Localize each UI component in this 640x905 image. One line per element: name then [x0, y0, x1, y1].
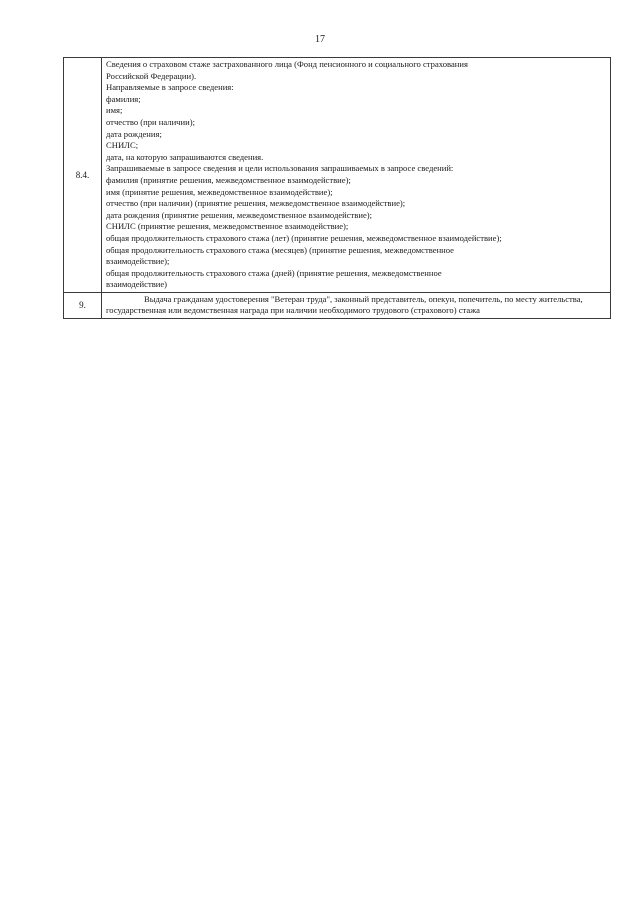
content-line: взаимодействие); [106, 256, 170, 267]
row-content [102, 292, 611, 318]
content-line: Запрашиваемые в запросе сведения и цели использования запрашиваемых в запросе сведений: [106, 163, 454, 174]
content-line: общая продолжительность страхового стажа (дней) (принятие решения, межведомственное [106, 267, 442, 278]
services-table [63, 57, 611, 319]
content-line: СНИЛС; [106, 140, 139, 151]
content-line: фамилия; [106, 93, 141, 104]
content-line: общая продолжительность страхового стажа (месяцев) (принятие решения, межведомственное [106, 244, 454, 255]
content-line: Направляемые в запросе сведения: [106, 82, 234, 93]
content-line: взаимодействие) [106, 279, 168, 290]
content-line: Сведения о страховом стаже застрахованного лица (Фонд пенсионного и социального страхования [106, 59, 468, 69]
content-line: СНИЛС (принятие решения, межведомственное взаимодействие); [106, 221, 349, 232]
row-number: 9. [64, 292, 102, 318]
row-number: 8.4. [64, 58, 102, 293]
content-line: Российской Федерации). [106, 70, 197, 81]
content-line: дата рождения (принятие решения, межведомственное взаимодействие); [106, 209, 373, 220]
page-number: 17 [315, 34, 325, 45]
content-line: дата, на которую запрашиваются сведения. [106, 151, 264, 162]
content-paragraph: Выдача гражданам удостоверения "Ветеран труда", законный представитель, опекун, попечитель, по месту жительства, государственная или ведомственная награда при наличии необходимого трудового (страхового) стажа [106, 293, 583, 316]
content-line: имя; [106, 105, 123, 116]
content-line: отчество (при наличии); [106, 116, 195, 127]
content-line: имя (принятие решения, межведомственное взаимодействие); [106, 186, 333, 197]
table-row-9 [64, 292, 611, 318]
content-line: общая продолжительность страхового стажа (лет) (принятие решения, межведомственное взаимодействие); [106, 232, 502, 243]
row-content [102, 58, 611, 293]
content-line: отчество (при наличии) (принятие решения, межведомственное взаимодействие); [106, 198, 406, 209]
content-line: фамилия (принятие решения, межведомственное взаимодействие); [106, 174, 351, 185]
table-row-8-4 [64, 58, 611, 293]
content-line: дата рождения; [106, 128, 162, 139]
